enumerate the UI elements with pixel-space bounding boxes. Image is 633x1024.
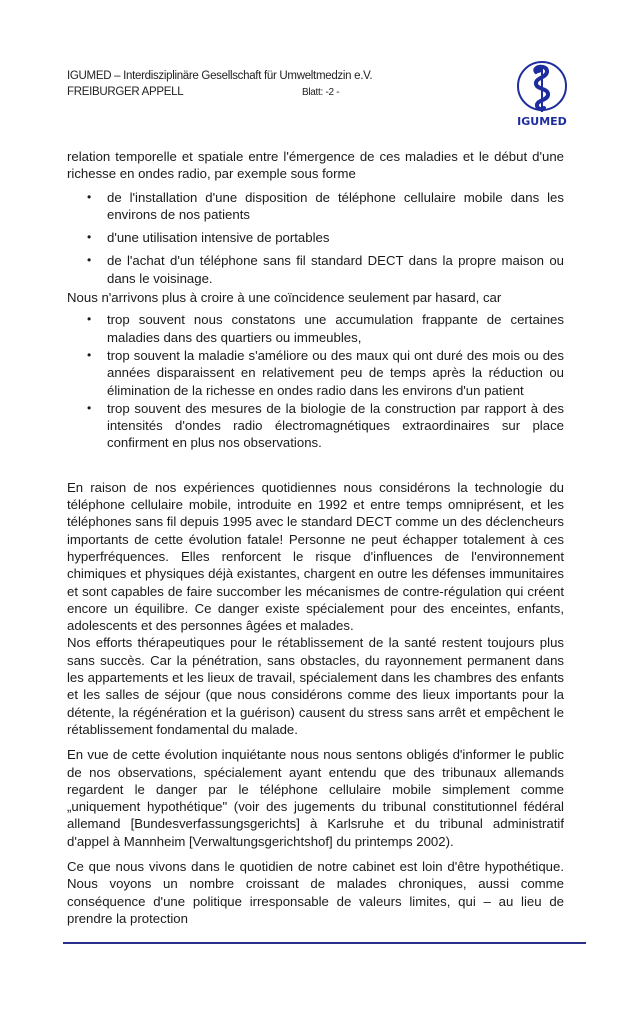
footer-rule [63, 942, 586, 944]
header-title-row [67, 84, 507, 100]
paragraph: Nos efforts thérapeutiques pour le rétablissement de la santé restent toujours plus sans succès. Car la pénétration, sans obstacles, du rayonnement permanent dans les appartements et les lieux de travail, spécialement dans les chambres des enfants et les salles de séjour (que nous considérons comme des lieux importants pour la détente, la régénération et la guérison) causent du stress sans arrêt et empêchent le rétablissement fondamental du malade. [67, 635, 564, 737]
paragraph: En vue de cette évolution inquiétante nous nous sentons obligés d'informer le public de nos observations, spécialement ayant entendu que des tribunaux allemands regardent le danger par le téléphone cellulaire mobile simplement comme „uniquement hypothétique" (voir des jugements du tribunal constitutionnel fédéral allemand [Bundesverfassungsgerichts] à Karlsruhe et du tribunal administratif d'appel à Mannheim [Verwaltungsgerichtshof] du printemps 2002). [67, 747, 564, 849]
list-item: • trop souvent la maladie s'améliore ou des maux qui ont duré des mois ou des années disparaissent en relativement peu de temps après la réduction ou élimination de la richesse en ondes radio dans les environs d'un patient [67, 347, 564, 399]
document-title: FREIBURGER APPELL [67, 86, 184, 98]
list-item: • trop souvent nous constatons une accumulation frappante de certaines maladies dans des quartiers ou immeubles, [67, 311, 564, 346]
coincidence-paragraph: Nous n'arrivons plus à croire à une coïncidence seulement par hasard, car [67, 290, 502, 306]
list-item: • trop souvent des mesures de la biologie de la construction par rapport à des intensités d'ondes radio électromagnétiques extraordinaires sur place confirment en plus nos observations. [67, 400, 564, 452]
exposure-list [67, 189, 564, 287]
list-item: • de l'achat d'un téléphone sans fil standard DECT dans la propre maison ou dans le voisinage. [67, 252, 564, 287]
igumed-logo [514, 58, 574, 130]
caduceus-icon [514, 58, 574, 130]
sheet-number: Blatt: -2 - [302, 87, 340, 98]
paragraph: Ce que nous vivons dans le quotidien de notre cabinet est loin d'être hypothétique. Nous voyons un nombre croissant de malades chroniques, aussi comme conséquence d'une politique irresponsable de valeurs limites, qui – au lieu de prendre la protection [67, 858, 564, 926]
intro-paragraph: relation temporelle et spatiale entre l'émergence de ces maladies et le début d'une richesse en ondes radio, par exemple sous forme [67, 149, 564, 182]
observation-list [67, 311, 564, 451]
page-header [67, 68, 507, 100]
list-item: • de l'installation d'une disposition de téléphone cellulaire mobile dans les environs de nos patients [67, 189, 564, 224]
list-item: • d'une utilisation intensive de portables [67, 229, 564, 246]
organization-line: IGUMED – Interdisziplinäre Gesellschaft für Umweltmedzin e.V. [67, 70, 373, 82]
document-body [67, 148, 564, 927]
paragraph: En raison de nos expériences quotidiennes nous considérons la technologie du téléphone cellulaire mobile, introduite en 1992 et entre temps omniprésent, et les téléphones sans fil depuis 1995 avec le standard DECT comme un des déclencheurs importants de cette évolution fatale! Personne ne peut échapper totalement à ces hyperfréquences. Elles renforcent le risque d'influences de l'environnement chimiques et physiques déjà existantes, chargent en outre les défenses immunitaires et sont capables de faire succomber les mécanismes de contre-régulation qui créent encore un équilibre. Ce danger existe spécialement pour des enceintes, enfants, adolescents et des personnes âgées et malades. [67, 479, 564, 634]
logo-text: IGUMED [517, 115, 567, 128]
